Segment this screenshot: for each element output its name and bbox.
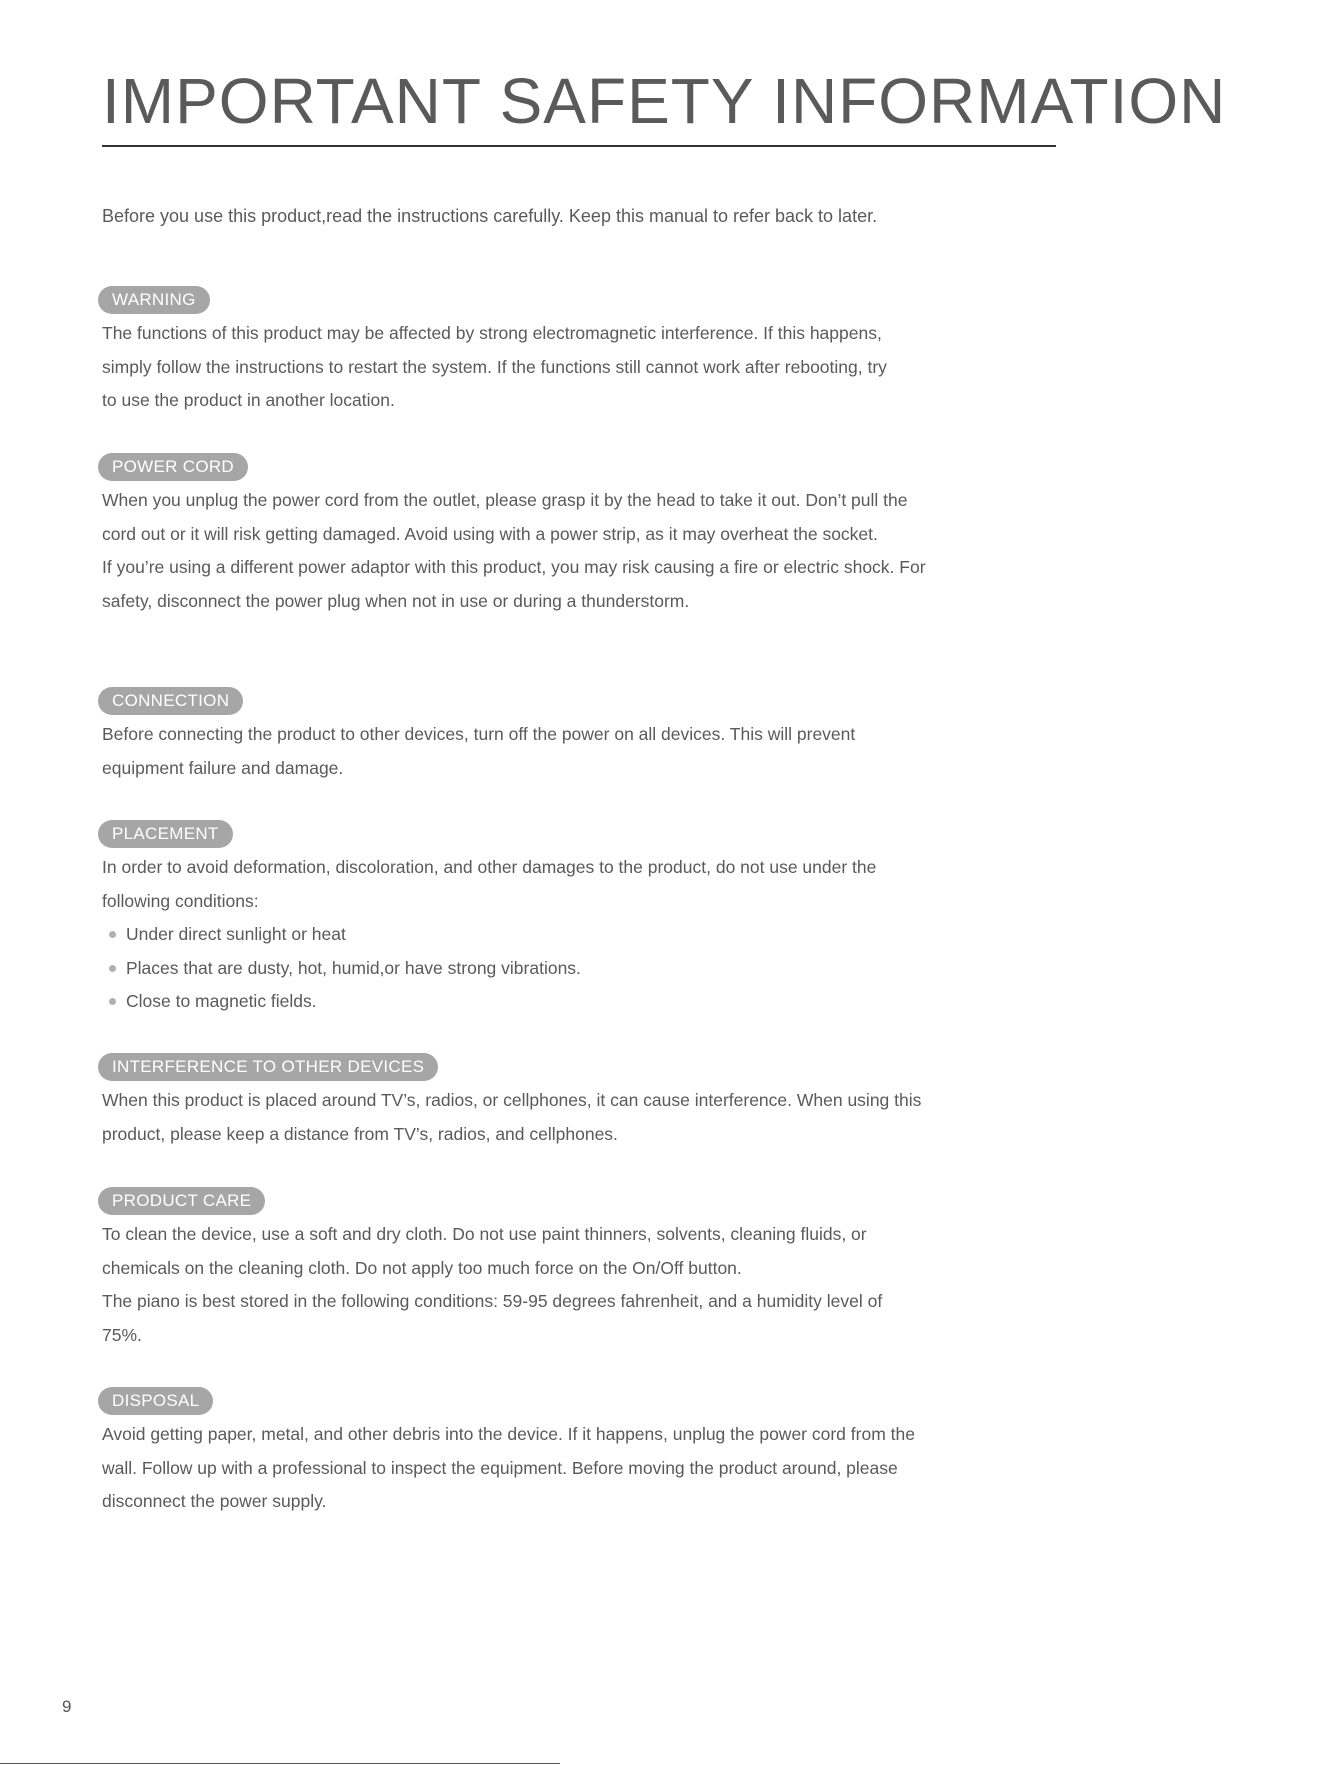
list-item bbox=[102, 985, 1042, 1019]
section-paragraph: The functions of this product may be affected by strong electromagnetic interference. If this happens, simply follow the instructions to restart the system. If the functions still cannot work after rebooting, try to use the product in another location. bbox=[102, 323, 887, 410]
section-heading-badge: INTERFERENCE TO OTHER DEVICES bbox=[98, 1053, 438, 1081]
section-warning bbox=[102, 286, 1042, 418]
section-disposal bbox=[102, 1387, 1042, 1519]
intro-text: Before you use this product,read the instructions carefully. Keep this manual to refer back to later. bbox=[102, 206, 878, 226]
section-heading-badge: CONNECTION bbox=[98, 687, 243, 715]
section-heading-badge: PRODUCT CARE bbox=[98, 1187, 265, 1215]
list-item-text: Under direct sunlight or heat bbox=[126, 924, 346, 944]
footer-divider bbox=[0, 1763, 560, 1764]
section-power-cord bbox=[102, 453, 1042, 618]
section-paragraph: To clean the device, use a soft and dry cloth. Do not use paint thinners, solvents, cleaning fluids, or chemicals on the cleaning cloth. Do not apply too much force on the On/Off button. bbox=[102, 1224, 867, 1278]
section-heading-badge: DISPOSAL bbox=[98, 1387, 213, 1415]
section-paragraph: If you’re using a different power adaptor with this product, you may risk causing a fire or electric shock. For safety, disconnect the power plug when not in use or during a thunderstorm. bbox=[102, 557, 926, 611]
section-paragraph: Avoid getting paper, metal, and other debris into the device. If it happens, unplug the power cord from the wall. Follow up with a professional to inspect the equipment. Before moving the product around, please disconnect the power supply. bbox=[102, 1424, 915, 1511]
section-paragraph: In order to avoid deformation, discoloration, and other damages to the product, do not use under the following conditions: bbox=[102, 857, 877, 911]
bullet-dot-icon bbox=[109, 931, 116, 938]
section-paragraph: When you unplug the power cord from the outlet, please grasp it by the head to take it out. Don’t pull the cord out or it will risk getting damaged. Avoid using with a power strip, as it may overheat the socket. bbox=[102, 490, 908, 544]
section-heading-badge: WARNING bbox=[98, 286, 210, 314]
title-divider bbox=[102, 145, 1056, 147]
bullet-dot-icon bbox=[109, 965, 116, 972]
section-heading-badge: POWER CORD bbox=[98, 453, 248, 481]
list-item-text: Places that are dusty, hot, humid,or have strong vibrations. bbox=[126, 957, 581, 978]
section-paragraph: Before connecting the product to other devices, turn off the power on all devices. This will prevent equipment failure and damage. bbox=[102, 724, 856, 778]
section-connection bbox=[102, 687, 1042, 785]
page-number: 9 bbox=[62, 1697, 72, 1716]
section-paragraph: When this product is placed around TV’s, radios, or cellphones, it can cause interference. When using this product, please keep a distance from TV’s, radios, and cellphones. bbox=[102, 1090, 922, 1144]
list-item-text: Close to magnetic fields. bbox=[126, 991, 317, 1011]
page-title: IMPORTANT SAFETY INFORMATION bbox=[102, 65, 1227, 137]
list-item bbox=[102, 918, 1042, 952]
list-item bbox=[102, 952, 1042, 986]
conditions-list bbox=[102, 918, 1042, 1019]
section-interference bbox=[102, 1053, 1042, 1151]
section-heading-badge: PLACEMENT bbox=[98, 820, 233, 848]
bullet-dot-icon bbox=[109, 998, 116, 1005]
section-paragraph: The piano is best stored in the following conditions: 59-95 degrees fahrenheit, and a humidity level of 75%. bbox=[102, 1291, 883, 1345]
section-product-care bbox=[102, 1187, 1042, 1352]
section-placement bbox=[102, 820, 1042, 1019]
